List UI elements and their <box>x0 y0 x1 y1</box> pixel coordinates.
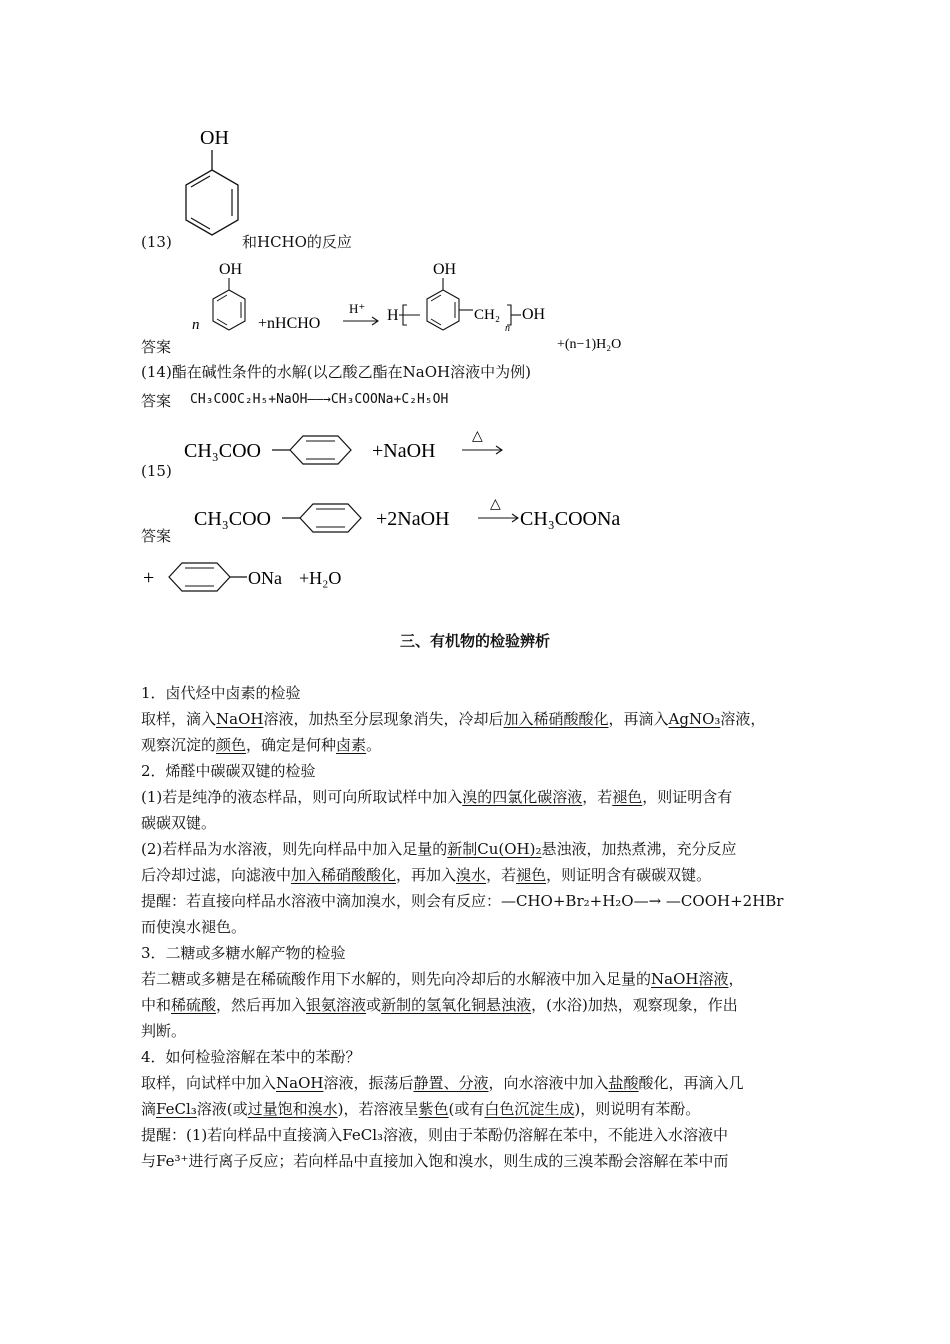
q13-answer-label: 答案 <box>141 338 172 356</box>
item4-line2: 滴FeCl₃溶液(或过量饱和溴水)，若溶液呈紫色(或有白色沉淀生成)，则说明有苯酚。 <box>141 1100 701 1118</box>
item1-title: 1．卤代烃中卤素的检验 <box>141 684 301 702</box>
item4-tip-line2: 与Fe³⁺进行离子反应；若向样品中直接加入饱和溴水，则生成的三溴苯酚会溶解在苯中而 <box>141 1152 729 1170</box>
q13-catalyst: H⁺ <box>349 301 366 316</box>
item2-tip-line2: 而使溴水褪色。 <box>141 918 247 936</box>
q15-answer-equation <box>190 488 650 548</box>
q15-answer-plus-naoh: +2NaOH <box>376 508 450 530</box>
item4-tip-line1: 提醒：(1)若向样品中直接滴入FeCl₃溶液，则由于苯酚仍溶解在苯中，不能进入水溶液中 <box>141 1126 729 1144</box>
q14-text: (14)酯在碱性条件的水解(以乙酸乙酯在NaOH溶液中为例) <box>141 363 531 381</box>
item1-line2: 观察沉淀的颜色，确定是何种卤素。 <box>141 736 382 754</box>
item3-line1: 若二糖或多糖是在稀硫酸作用下水解的，则先向冷却后的水解液中加入足量的NaOH溶液， <box>141 970 744 988</box>
item2-sub2-line2: 后冷却过滤，向滤液中加入稀硝酸酸化，再加入溴水，若褪色，则证明含有碳碳双键。 <box>141 866 712 884</box>
q13-plus-hcho: +nHCHO <box>258 315 321 332</box>
item3-line3: 判断。 <box>141 1022 187 1040</box>
item4-line1: 取样，向试样中加入NaOH溶液，振荡后静置、分液，向水溶液中加入盐酸酸化，再滴入几 <box>141 1074 744 1092</box>
item2-tip-line1: 提醒：若直接向样品水溶液中滴加溴水，则会有反应：—CHO+Br₂+H₂O—→ —COOH+2HBr <box>141 892 784 910</box>
item2-title: 2．烯醛中碳碳双键的检验 <box>141 762 316 780</box>
q15-answer-plus: + <box>143 567 155 589</box>
q15-answer-water: +H₂O <box>299 568 342 588</box>
q13-number: (13) <box>141 233 172 251</box>
q13-polymer-oh: OH <box>433 261 457 278</box>
item2-sub1-line2: 碳碳双键。 <box>141 814 217 832</box>
q15-answer-label: 答案 <box>141 527 172 545</box>
body-text <box>141 680 811 1174</box>
q13-answer-equation <box>185 255 655 355</box>
item2-sub2-line1: (2)若样品为水溶液，则先向样品中加入足量的新制Cu(OH)₂悬浊液，加热煮沸，充分反应 <box>141 840 737 858</box>
item4-title: 4．如何检验溶解在苯中的苯酚？ <box>141 1048 361 1066</box>
q13-polymer-h: H <box>387 307 399 324</box>
q13-text: 和HCHO的反应 <box>242 233 352 251</box>
q13-reactant-oh: OH <box>219 261 243 278</box>
phenol-oh-label: OH <box>200 127 229 149</box>
item1-line1: 取样，滴入NaOH溶液，加热至分层现象消失，冷却后加入稀硝酸酸化，再滴入AgNO₃溶液， <box>141 710 766 728</box>
q15-number: (15) <box>141 462 172 480</box>
q14-answer-label: 答案 <box>141 392 172 410</box>
q15-equation <box>180 420 520 480</box>
item3-line2: 中和稀硫酸，然后再加入银氨溶液或新制的氢氧化铜悬浊液，(水浴)加热，观察现象，作出 <box>141 996 738 1014</box>
q13-n-coefficient: n <box>192 317 200 333</box>
item3-title: 3．二糖或多糖水解产物的检验 <box>141 944 346 962</box>
q15-plus-naoh: +NaOH <box>372 440 436 462</box>
q15-answer-product: CH₃COONa <box>520 508 621 530</box>
q15-ester: CH₃COO <box>184 440 261 462</box>
q13-water: +(n−1)H₂O <box>557 337 622 352</box>
q15-heat: △ <box>472 429 483 444</box>
q15-answer-ona: ONa <box>248 568 282 588</box>
item2-sub1-line1: (1)若是纯净的液态样品，则可向所取试样中加入溴的四氯化碳溶液，若褪色，则证明含有 <box>141 788 733 806</box>
q15-answer-line2 <box>141 555 401 605</box>
q13-end-oh: OH <box>522 306 546 323</box>
section-title: 三、有机物的检验辨析 <box>399 632 550 650</box>
q13-subscript-n: n <box>505 323 510 334</box>
q14-answer: CH₃COOC₂H₅+NaOH——→CH₃COONa+C₂H₅OH <box>190 392 449 407</box>
q15-answer-ester: CH₃COO <box>194 508 271 530</box>
q13-ch2: CH₂ <box>474 307 501 323</box>
q15-answer-heat: △ <box>490 497 501 512</box>
phenol-structure <box>170 120 250 250</box>
